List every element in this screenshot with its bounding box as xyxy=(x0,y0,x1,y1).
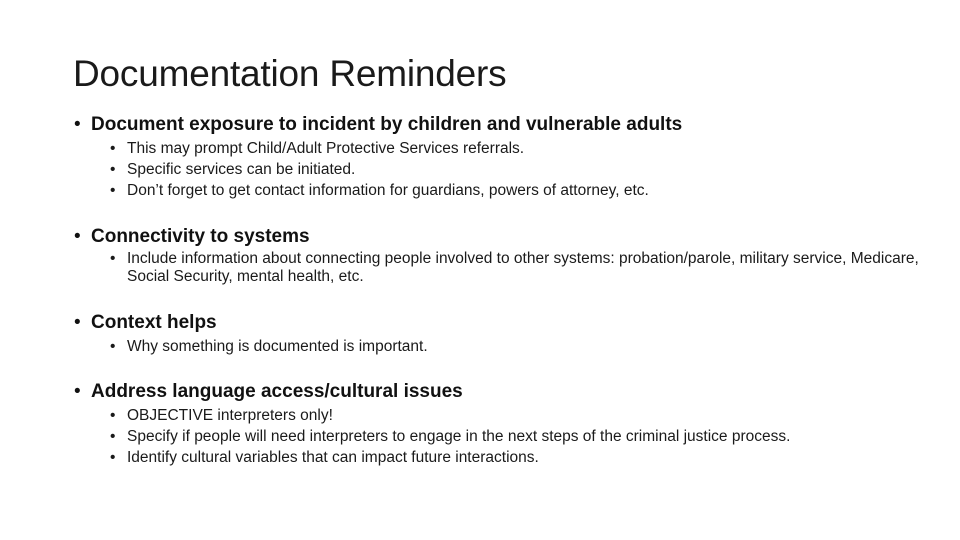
sub-bullet: • OBJECTIVE interpreters only! xyxy=(110,405,944,426)
sub-bullet-list xyxy=(74,250,944,286)
sub-bullet: • Why something is documented is important. xyxy=(110,336,944,357)
sub-bullet: • Include information about connecting people involved to other systems: probation/parole, military service, Medicare, Social Security, mental health, etc. xyxy=(110,250,944,286)
sub-bullet: • Specify if people will need interpreters to engage in the next steps of the criminal justice process. xyxy=(110,426,944,447)
section-heading: • Connectivity to systems xyxy=(74,224,944,250)
sub-bullet: • Specific services can be initiated. xyxy=(110,159,944,180)
slide-title: Documentation Reminders xyxy=(73,53,507,94)
section-heading: • Address language access/cultural issues xyxy=(74,379,944,405)
sub-bullet: • Identify cultural variables that can impact future interactions. xyxy=(110,447,944,468)
sub-bullet: • Don’t forget to get contact information for guardians, powers of attorney, etc. xyxy=(110,180,944,201)
section-context xyxy=(74,310,944,357)
section-children-vulnerable-adults xyxy=(74,112,944,201)
section-heading: • Context helps xyxy=(74,310,944,336)
sub-bullet-list xyxy=(74,336,944,357)
section-language-access xyxy=(74,379,944,468)
section-heading: • Document exposure to incident by children and vulnerable adults xyxy=(74,112,944,138)
sub-bullet: • This may prompt Child/Adult Protective Services referrals. xyxy=(110,138,944,159)
sub-bullet-list xyxy=(74,138,944,201)
section-connectivity xyxy=(74,224,944,286)
sub-bullet-list xyxy=(74,405,944,468)
slide-body xyxy=(74,112,944,468)
